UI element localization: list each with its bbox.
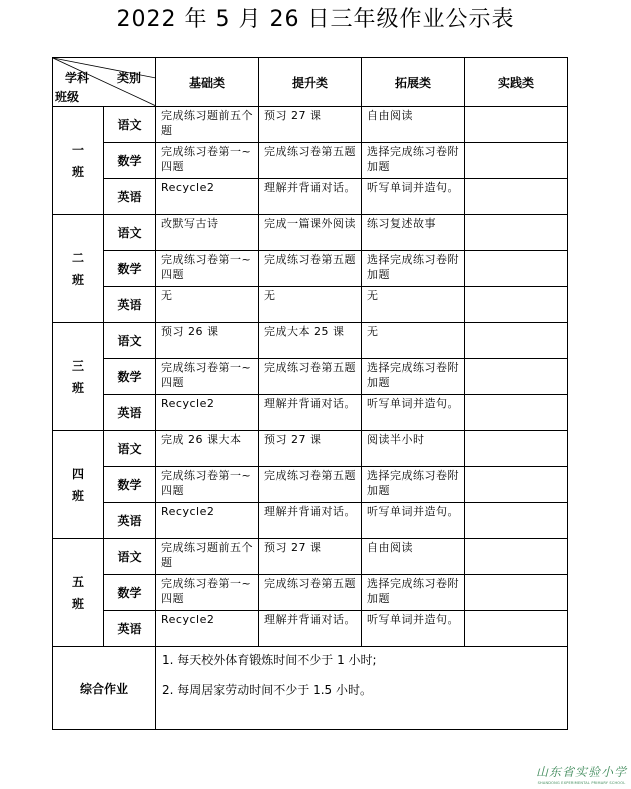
assignment-cell — [465, 575, 568, 611]
assignment-cell: 无 — [362, 323, 465, 359]
subject-name: 数学 — [104, 359, 156, 395]
assignment-cell — [465, 323, 568, 359]
assignment-cell — [465, 359, 568, 395]
summary-item: 1. 每天校外体育锻炼时间不少于 1 小时; — [162, 653, 377, 667]
column-header-extension: 拓展类 — [362, 58, 465, 107]
assignment-cell — [465, 611, 568, 647]
assignment-cell: 完成练习卷第一~四题 — [156, 359, 259, 395]
assignment-cell: 理解并背诵对话。 — [259, 395, 362, 431]
assignment-cell — [465, 143, 568, 179]
assignment-cell: 完成练习卷第五题 — [259, 143, 362, 179]
subject-name: 英语 — [104, 611, 156, 647]
assignment-cell: Recycle2 — [156, 503, 259, 539]
assignment-cell — [465, 215, 568, 251]
subject-name: 英语 — [104, 179, 156, 215]
page-title: 2022 年 5 月 26 日三年级作业公示表 — [116, 7, 515, 32]
homework-table — [52, 57, 568, 730]
subject-name: 语文 — [104, 539, 156, 575]
assignment-cell: 选择完成练习卷附加题 — [362, 467, 465, 503]
assignment-cell: 听写单词并造句。 — [362, 611, 465, 647]
assignment-cell: 预习 27 课 — [259, 431, 362, 467]
subject-name: 语文 — [104, 431, 156, 467]
assignment-cell — [465, 503, 568, 539]
subject-name: 英语 — [104, 395, 156, 431]
table-row — [53, 323, 568, 359]
school-logo-subtitle: SHANDONG EXPERIMENTAL PRIMARY SCHOOL — [537, 781, 626, 785]
assignment-cell: 自由阅读 — [362, 107, 465, 143]
subject-name: 英语 — [104, 287, 156, 323]
assignment-cell: 无 — [156, 287, 259, 323]
assignment-cell: 完成练习题前五个题 — [156, 107, 259, 143]
assignment-cell — [465, 431, 568, 467]
assignment-cell: 完成练习卷第五题 — [259, 251, 362, 287]
assignment-cell: 预习 26 课 — [156, 323, 259, 359]
column-header-basic: 基础类 — [156, 58, 259, 107]
assignment-cell: 无 — [259, 287, 362, 323]
assignment-cell: 完成 26 课大本 — [156, 431, 259, 467]
table-row — [53, 575, 568, 611]
corner-class-label: 班级 — [55, 90, 80, 104]
assignment-cell: 选择完成练习卷附加题 — [362, 575, 465, 611]
table-row — [53, 215, 568, 251]
summary-content — [156, 647, 568, 730]
assignment-cell: 完成练习卷第一~四题 — [156, 467, 259, 503]
assignment-cell: 选择完成练习卷附加题 — [362, 143, 465, 179]
subject-name: 数学 — [104, 251, 156, 287]
table-row — [53, 431, 568, 467]
assignment-cell: 完成练习题前五个题 — [156, 539, 259, 575]
table-row — [53, 503, 568, 539]
assignment-cell — [465, 287, 568, 323]
table-row — [53, 107, 568, 143]
class-name: 四 班 — [53, 431, 104, 539]
assignment-cell: 完成练习卷第一~四题 — [156, 251, 259, 287]
assignment-cell: 改默写古诗 — [156, 215, 259, 251]
assignment-cell: 完成练习卷第一~四题 — [156, 143, 259, 179]
class-name: 五 班 — [53, 539, 104, 647]
table-row — [53, 179, 568, 215]
table-row — [53, 611, 568, 647]
class-name: 三 班 — [53, 323, 104, 431]
assignment-cell: 听写单词并造句。 — [362, 503, 465, 539]
column-header-advanced: 提升类 — [259, 58, 362, 107]
assignment-cell — [465, 539, 568, 575]
table-row — [53, 143, 568, 179]
assignment-cell — [465, 251, 568, 287]
assignment-cell: 听写单词并造句。 — [362, 179, 465, 215]
subject-name: 语文 — [104, 215, 156, 251]
assignment-cell — [465, 107, 568, 143]
assignment-cell: 阅读半小时 — [362, 431, 465, 467]
summary-item: 2. 每周居家劳动时间不少于 1.5 小时。 — [162, 683, 372, 697]
assignment-cell: Recycle2 — [156, 179, 259, 215]
assignment-cell: 听写单词并造句。 — [362, 395, 465, 431]
subject-name: 数学 — [104, 467, 156, 503]
assignment-cell: 完成大本 25 课 — [259, 323, 362, 359]
summary-label: 综合作业 — [53, 647, 156, 730]
subject-name: 英语 — [104, 503, 156, 539]
assignment-cell: 理解并背诵对话。 — [259, 179, 362, 215]
table-row — [53, 251, 568, 287]
table-row — [53, 539, 568, 575]
table-row — [53, 359, 568, 395]
assignment-cell: 理解并背诵对话。 — [259, 611, 362, 647]
assignment-cell: 练习复述故事 — [362, 215, 465, 251]
table-row — [53, 395, 568, 431]
assignment-cell: Recycle2 — [156, 611, 259, 647]
school-logo — [534, 763, 629, 785]
assignment-cell: 预习 27 课 — [259, 539, 362, 575]
assignment-cell: 完成练习卷第一~四题 — [156, 575, 259, 611]
assignment-cell — [465, 395, 568, 431]
assignment-cell: 完成练习卷第五题 — [259, 575, 362, 611]
assignment-cell: 预习 27 课 — [259, 107, 362, 143]
subject-name: 数学 — [104, 143, 156, 179]
class-name: 二 班 — [53, 215, 104, 323]
subject-name: 语文 — [104, 107, 156, 143]
assignment-cell: 理解并背诵对话。 — [259, 503, 362, 539]
table-row — [53, 287, 568, 323]
assignment-cell — [465, 467, 568, 503]
assignment-cell: 自由阅读 — [362, 539, 465, 575]
assignment-cell: 完成一篇课外阅读 — [259, 215, 362, 251]
column-header-practice: 实践类 — [465, 58, 568, 107]
assignment-cell: 选择完成练习卷附加题 — [362, 359, 465, 395]
header-corner — [53, 58, 156, 107]
assignment-cell — [465, 179, 568, 215]
subject-name: 语文 — [104, 323, 156, 359]
assignment-cell: 选择完成练习卷附加题 — [362, 251, 465, 287]
assignment-cell: 完成练习卷第五题 — [259, 467, 362, 503]
corner-category-label: 类别 — [117, 71, 142, 85]
subject-name: 数学 — [104, 575, 156, 611]
assignment-cell: 无 — [362, 287, 465, 323]
class-name: 一 班 — [53, 107, 104, 215]
school-logo-name: 山东省实验小学 — [535, 765, 627, 779]
assignment-cell: 完成练习卷第五题 — [259, 359, 362, 395]
table-row — [53, 467, 568, 503]
assignment-cell: Recycle2 — [156, 395, 259, 431]
corner-subject-label: 学科 — [65, 71, 90, 85]
